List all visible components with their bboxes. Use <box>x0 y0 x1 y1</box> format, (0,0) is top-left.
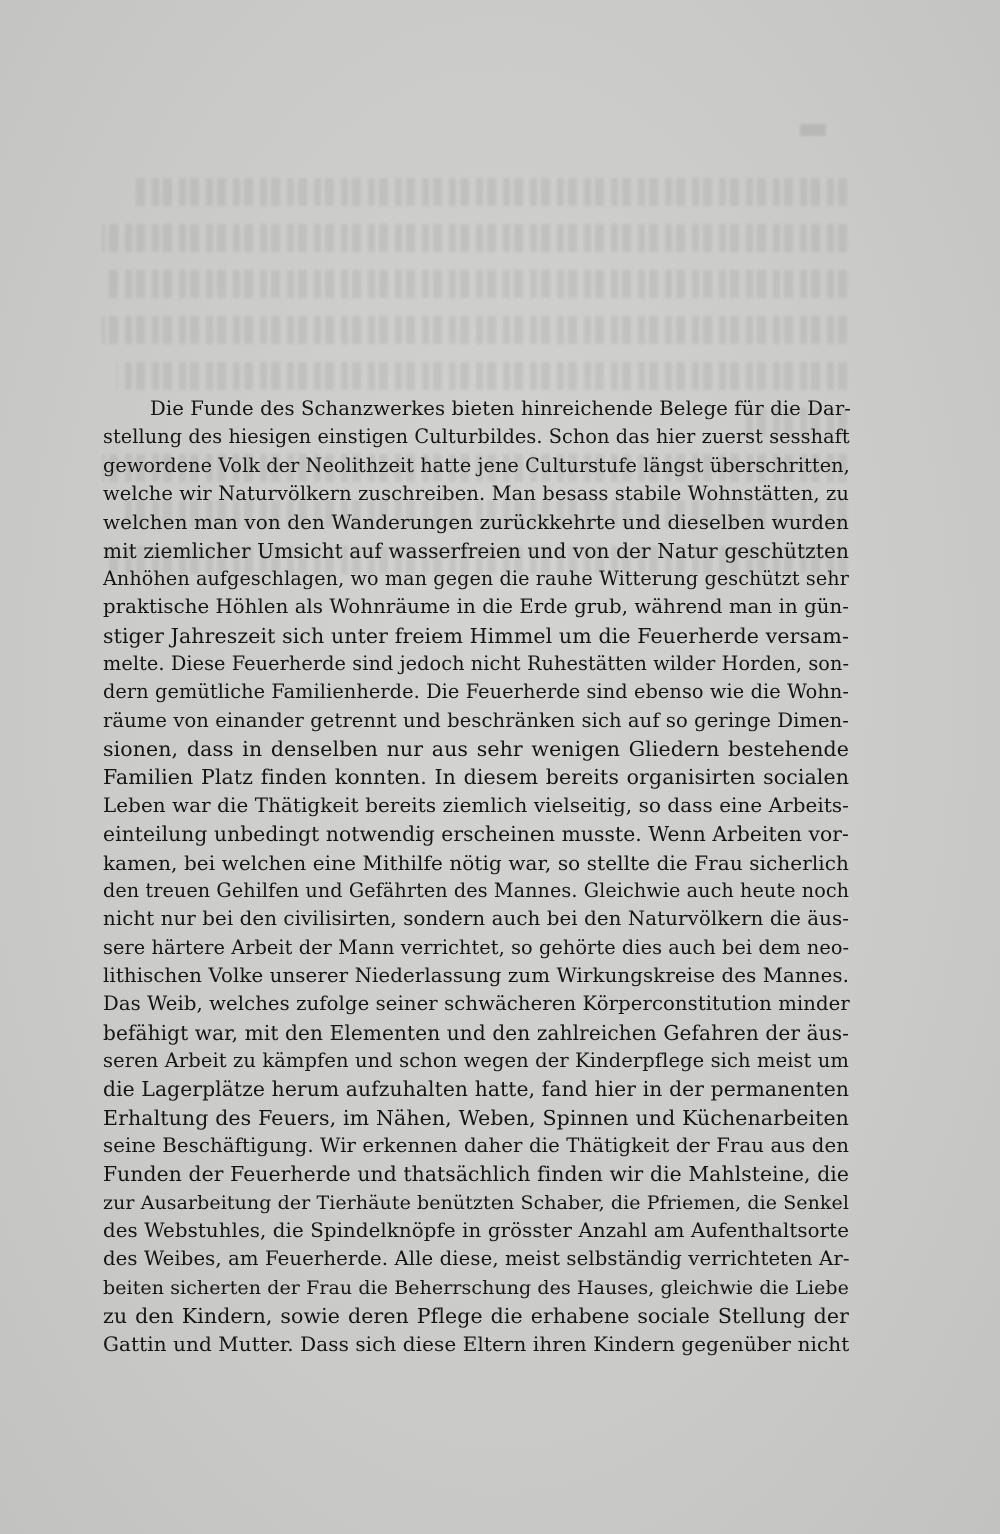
text-line: räume von einander getrennt und beschränken sich auf so geringe Dimen- <box>103 708 849 732</box>
text-line: Leben war die Thätigkeit bereits ziemlich vielseitig, so dass eine Arbeits- <box>103 793 849 817</box>
text-line: des Webstuhles, die Spindelknöpfe in grösster Anzahl am Aufenthaltsorte <box>103 1218 849 1242</box>
text-line: beiten sicherten der Frau die Beherrschung des Hauses, gleichwie die Liebe <box>103 1276 849 1299</box>
text-line: Das Weib, welches zufolge seiner schwächeren Körperconstitution minder <box>103 992 850 1016</box>
text-line: den treuen Gehilfen und Gefährten des Mannes. Gleichwie auch heute noch <box>103 878 850 902</box>
text-line: befähigt war, mit den Elementen und den zahlreichen Gefahren der äus- <box>103 1020 849 1045</box>
text-line: mit ziemlicher Umsicht auf wasserfreien und von der Natur geschützten <box>103 538 849 563</box>
text-line: sionen, dass in denselben nur aus sehr wenigen Gliedern bestehende <box>103 737 849 762</box>
text-line: seine Beschäftigung. Wir erkennen daher die Thätigkeit der Frau aus den <box>103 1133 849 1157</box>
text-line: stiger Jahreszeit sich unter freiem Himmel um die Feuerherde versam- <box>103 623 849 648</box>
text-line: einteilung unbedingt notwendig erscheinen musste. Wenn Arbeiten vor- <box>103 822 849 847</box>
text-line: welchen man von den Wanderungen zurückkehrte und dieselben wurden <box>103 510 849 535</box>
text-line: melte. Diese Feuerherde sind jedoch nicht Ruhestätten wilder Horden, son- <box>103 652 850 676</box>
text-line: gewordene Volk der Neolithzeit hatte jene Culturstufe längst überschritten, <box>103 453 850 477</box>
text-line: des Weibes, am Feuerherde. Alle diese, meist selbständig verrichteten Ar- <box>103 1247 850 1271</box>
text-line: Gattin und Mutter. Dass sich diese Eltern ihren Kindern gegenüber nicht <box>103 1332 850 1357</box>
text-line: welche wir Naturvölkern zuschreiben. Man besass stabile Wohnstätten, zu <box>103 482 849 506</box>
text-line: Funden der Feuerherde und thatsächlich finden wir die Mahlsteine, die <box>103 1162 849 1187</box>
text-line: lithischen Volke unserer Niederlassung zum Wirkungskreise des Mannes. <box>103 963 849 987</box>
body-paragraph <box>103 395 852 1359</box>
text-line: seren Arbeit zu kämpfen und schon wegen der Kinderpflege sich meist um <box>103 1048 849 1072</box>
text-line: sere härtere Arbeit der Mann verrichtet, so gehörte dies auch bei dem neo- <box>103 935 850 959</box>
text-line: zur Ausarbeitung der Tierhäute benützten Schaber, die Pfriemen, die Senkel <box>103 1191 849 1214</box>
text-line: Anhöhen aufgeschlagen, wo man gegen die rauhe Witterung geschützt sehr <box>103 567 849 591</box>
text-line: kamen, bei welchen eine Mithilfe nötig war, so stellte die Frau sicherlich <box>103 850 849 875</box>
text-line: Erhaltung des Feuers, im Nähen, Weben, Spinnen und Küchenarbeiten <box>103 1105 849 1130</box>
text-line: praktische Höhlen als Wohnräume in die Erde grub, während man in gün- <box>103 595 850 619</box>
text-line: Die Funde des Schanzwerkes bieten hinreichende Belege für die Dar- <box>150 397 852 420</box>
text-line: Familien Platz finden konnten. In diesem bereits organisirten socialen <box>103 765 849 790</box>
bleed-through-page-number <box>800 124 826 136</box>
text-line: die Lagerplätze herum aufzuhalten hatte, fand hier in der permanenten <box>103 1077 849 1102</box>
text-line: dern gemütliche Familienherde. Die Feuerherde sind ebenso wie die Wohn- <box>103 680 849 704</box>
text-line: stellung des hiesigen einstigen Culturbildes. Schon das hier zuerst sesshaft <box>103 425 850 449</box>
text-line: zu den Kindern, sowie deren Pflege die erhabene sociale Stellung der <box>103 1304 849 1328</box>
text-line: nicht nur bei den civilisirten, sondern auch bei den Naturvölkern die äus- <box>103 907 849 931</box>
